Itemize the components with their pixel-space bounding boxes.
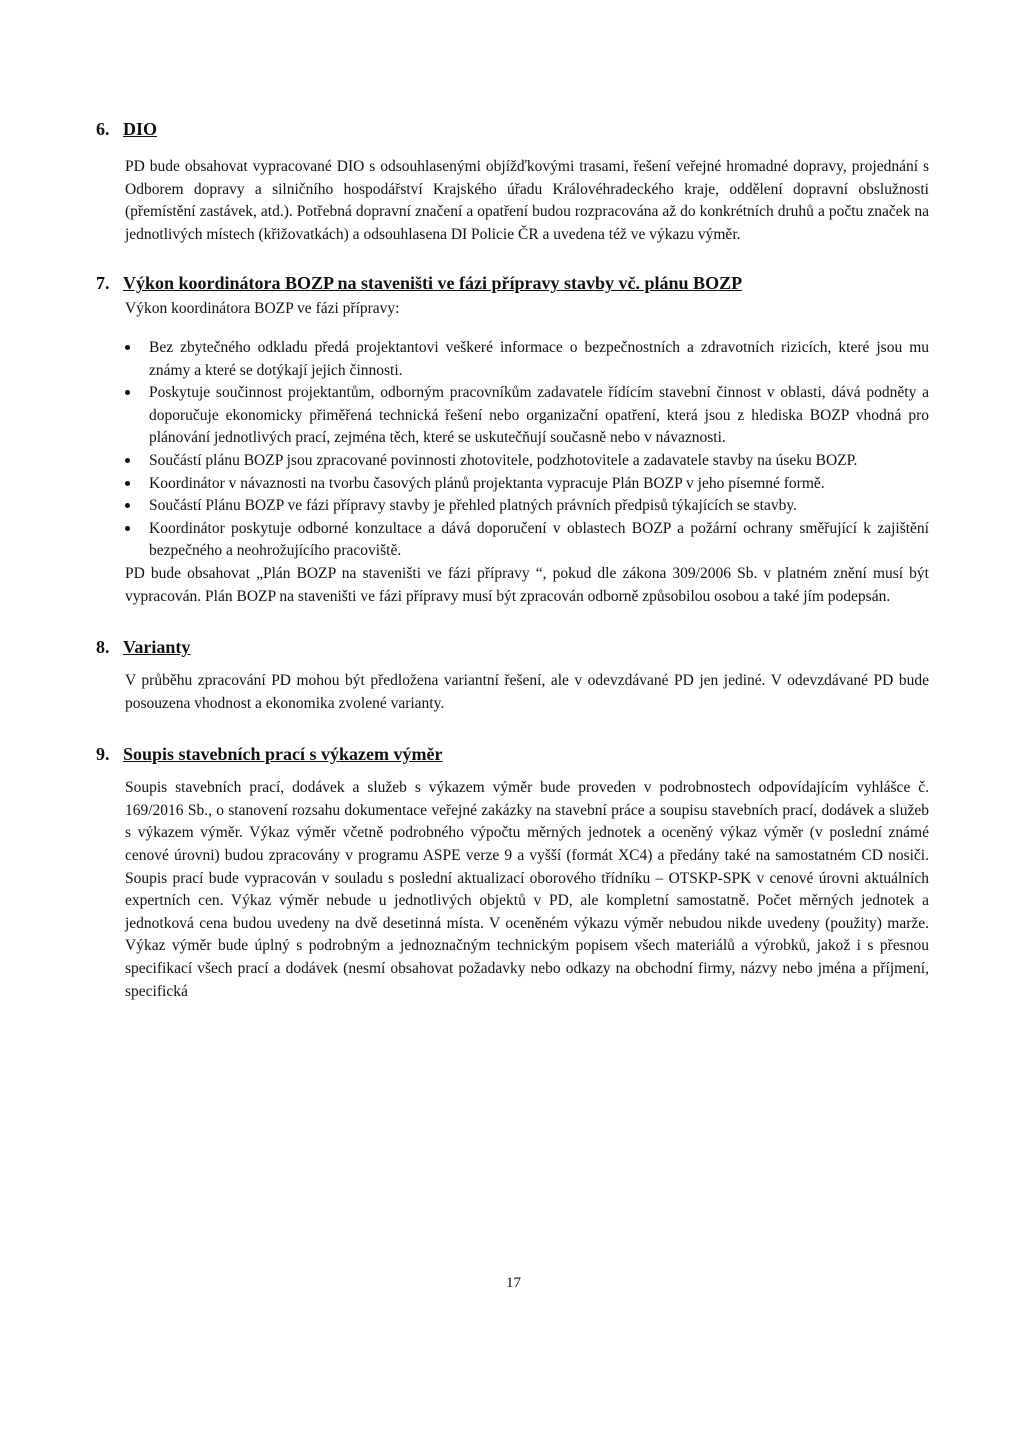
section-8-heading [96,636,929,658]
section-7-closing: PD bude obsahovat „Plán BOZP na staveništi ve fázi přípravy “, pokud dle zákona 309/2006 Sb. v platném znění musí být vypracován. Plán BOZP na staveništi ve fázi přípravy musí být zpracován odborně způsobilou osobou a také jím podepsán. [125,564,929,605]
list-item: Koordinátor v návaznosti na tvorbu časových plánů projektanta vypracuje Plán BOZP v jeho písemné formě. [125,473,929,496]
document-page [96,118,929,1444]
section-7-heading [96,272,929,294]
section-6-title: DIO [123,119,158,139]
section-9-title: Soupis stavebních prací s výkazem výměr [123,744,443,765]
bullet-icon [125,390,130,395]
section-9-heading [96,743,929,765]
section-9-paragraph: Soupis stavebních prací, dodávek a služeb s výkazem výměr bude proveden v podrobnostech odpovídajícím vyhlášce č. 169/2016 Sb., o stanovení rozsahu dokumentace veřejné zakázky na stavební práce a soupisu stavebních prací, dodávek a služeb s výkazem výměr. Výkaz výměr včetně podrobného výpočtu měrných jednotek a oceněný výkaz výměr (v poslední známé cenové úrovni) budou zpracovány v programu ASPE verze 9 a vyšší (formát XC4) a předány také na samostatném CD nosiči. Soupis prací bude vypracován v souladu s poslední aktualizací oborového třídníku – OTSKP-SPK v cenové úrovni aktuálních expertních cen. Výkaz výměr nebude u jednotlivých objektů v PD, ale kompletní samostatně. Počet měrných jednotek a jednotková cena budou uvedeny na dvě desetinná místa. V oceněném výkazu výměr nebudou nikde uvedeny (použity) marže. Výkaz výměr bude úplný s podrobným a jednoznačným technickým popisem všech materiálů a výrobků, jakož i s přesnou specifikací všech prací a dodávek (nesmí obsahovat požadavky nebo odkazy na obchodní firmy, názvy nebo jména a příjmení, specifická [125,779,929,1000]
section-8-title: Varianty [123,637,191,658]
list-item: Součástí plánu BOZP jsou zpracované povinnosti zhotovitele, podzhotovitele a zadavatele stavby na úseku BOZP. [125,450,929,473]
bullet-icon [125,458,130,463]
bullet-icon [125,526,130,531]
bozp-duties-list [96,337,929,563]
section-7-title: Výkon koordinátora BOZP na staveništi ve fázi přípravy stavby vč. plánu BOZP [123,273,743,294]
section-7-number: 7. [96,273,110,294]
bullet-icon [125,481,130,486]
list-item: Bez zbytečného odkladu předá projektantovi veškeré informace o bezpečnostních a zdravotních rizicích, které jsou mu známy a které se dotýkají jejich činnosti. [125,337,929,382]
bullet-icon [125,503,130,508]
section-9-number: 9. [96,744,110,765]
list-item: Poskytuje součinnost projektantům, odborným pracovníkům zadavatele řídícím stavební činnost v oblasti, dává podněty a doporučuje ekonomicky přiměřená technická řešení nebo organizační opatření, která jsou z hlediska BOZP vhodná pro plánování jednotlivých prací, zejména těch, které se uskutečňují současně nebo v návaznosti. [125,382,929,450]
list-item: Koordinátor poskytuje odborné konzultace a dává doporučení v oblastech BOZP a požární ochrany směřující k zajištění bezpečného a neohrožujícího pracoviště. [125,518,929,563]
section-6-number: 6. [96,119,110,139]
bullet-icon [125,345,130,350]
section-7-intro: Výkon koordinátora BOZP ve fázi přípravy: [125,300,400,318]
section-6-paragraph: PD bude obsahovat vypracované DIO s odsouhlasenými objížďkovými trasami, řešení veřejné hromadné dopravy, projednání s Odborem dopravy a silničního hospodářství Krajského úřadu Královéhradeckého kraje, oddělení dopravní obslužnosti (přemístění zastávek, atd.). Potřebná dopravní značení a opatření budou rozpracována až do konkrétních druhů a počtu značek na jednotlivých místech (křižovatkách) a odsouhlasena DI Policie ČR a uvedena též ve výkazu výměr. [125,158,929,243]
section-8-paragraph: V průběhu zpracování PD mohou být předložena variantní řešení, ale v odevzdávané PD jen jediné. V odevzdávané PD bude posouzena vhodnost a ekonomika zvolené varianty. [125,672,929,712]
section-6-heading [96,118,929,140]
list-item: Součástí Plánu BOZP ve fázi přípravy stavby je přehled platných právních předpisů týkajících se stavby. [125,495,929,518]
page-number: 17 [506,1275,521,1291]
section-8-number: 8. [96,637,110,658]
